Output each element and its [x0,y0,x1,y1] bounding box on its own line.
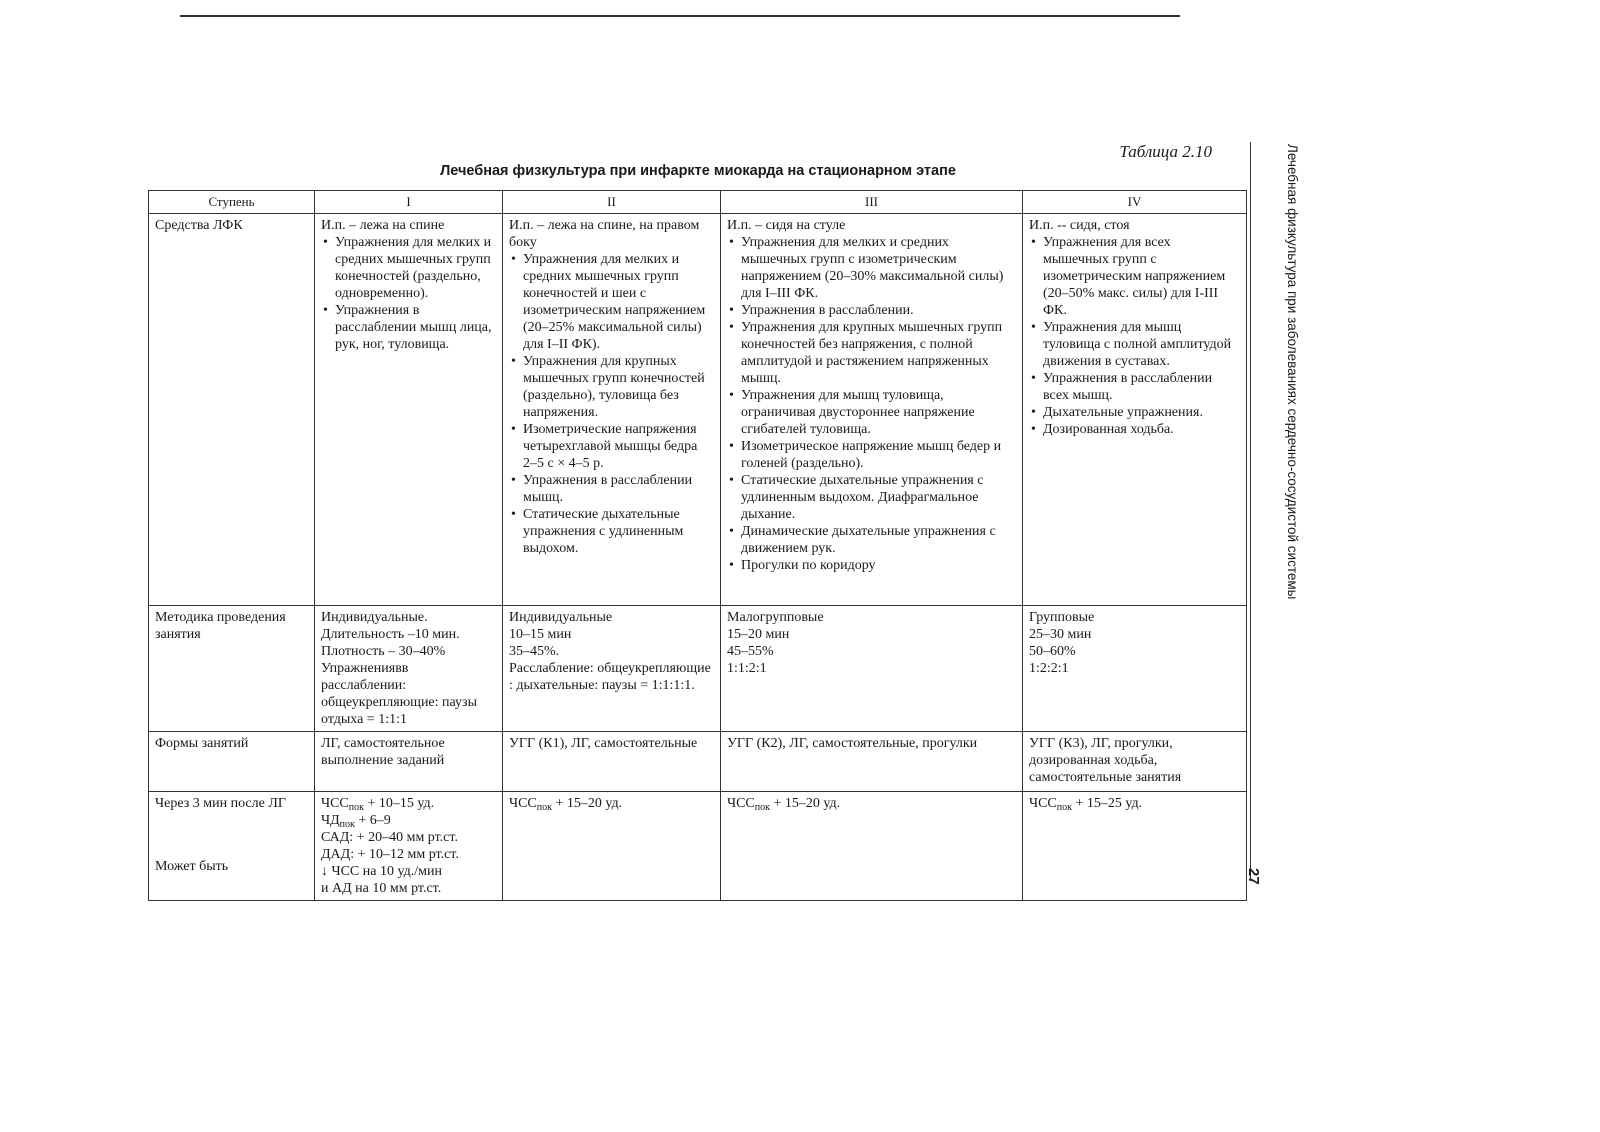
row-label-metodika: Методика проведения занятия [149,606,315,732]
table-row-formy [149,732,1247,792]
list-item: • Упражнения для всех мышечных групп с изометрическим напряжением (20–50% макс. силы) для I-III ФК. [1043,234,1240,319]
cell-line: 50–60% [1029,644,1076,659]
list-item: • Изометрическое напряжение мышц бедер и голеней (раздельно). [741,438,1016,472]
hr-sub: пок [348,802,364,813]
header-row [149,191,1247,214]
cell-intro: И.п. – лежа на спине, на правом боку [509,218,700,250]
cell-line: 45–55% [727,644,774,659]
row-label-cherez [149,792,315,901]
cell-metodika-4 [1023,606,1247,732]
table-title: Лечебная физкультура при инфаркте миокарда на стационарном этапе [440,163,956,179]
rr-value: + 6–9 [358,813,391,828]
list-item: • Упражнения в расслаблении. [741,302,1016,319]
list-item: • Упражнения для мелких и средних мышечных групп конечностей и шеи с изометрическим напряжением (20–25% максимальной силы) для I–II ФК). [523,251,714,353]
cell-sredstva-3 [721,214,1023,606]
table-row-metodika [149,606,1247,732]
cell-line: 1:1:2:1 [727,661,767,676]
cell-cherez-3 [721,792,1023,901]
drop-line-1: ↓ ЧСС на 10 уд./мин [321,864,442,879]
header-stage-2: II [503,191,721,214]
list-item: • Прогулки по коридору [741,557,1016,574]
top-rule [180,15,1180,17]
hr-line [321,795,496,812]
hr-sub: пок [754,802,770,813]
header-stage-3: III [721,191,1023,214]
cell-line: 10–15 мин [509,627,572,642]
cell-line: Расслабление: общеукрепляющие : дыхательные: паузы = 1:1:1:1. [509,661,711,693]
row-label-cherez-text: Через 3 мин после ЛГ [155,796,286,811]
cell-cherez-1 [315,792,503,901]
row-label-formy: Формы занятий [149,732,315,792]
cell-metodika-3 [721,606,1023,732]
cell-line: 35–45%. [509,644,560,659]
cell-sredstva-4 [1023,214,1247,606]
cell-line: Длительность –10 мин. [321,627,460,642]
table-caption: Таблица 2.10 [1119,142,1212,161]
header-stage-4: IV [1023,191,1247,214]
list-item: • Упражнения для мышц туловища с полной амплитудой движения в суставах. [1043,319,1240,370]
therapy-table [148,190,1247,901]
hr-label: ЧСС [321,796,349,811]
cell-line: Малогрупповые [727,610,824,625]
cell-metodika-1 [315,606,503,732]
cell-intro: И.п. – сидя на стуле [727,218,846,233]
hr-line [509,795,714,812]
list-item: • Упражнения в расслаблении мышц лица, рук, ног, туловища. [335,302,496,353]
dad-line: ДАД: + 10–12 мм рт.ст. [321,847,459,862]
cell-sredstva-1 [315,214,503,606]
cell-formy-2: УГГ (К1), ЛГ, самостоятельные [503,732,721,792]
list-item: • Дыхательные упражнения. [1043,404,1240,421]
list-item: • Упражнения для мелких и средних мышечных групп с изометрическим напряжением (20–30% максимальной силы) для I–III ФК. [741,234,1016,302]
list-item: • Статические дыхательные упражнения с удлиненным выдохом. Диафрагмальное дыхание. [741,472,1016,523]
cell-line: 15–20 мин [727,627,790,642]
hr-label: ЧСС [1029,796,1057,811]
hr-value: + 15–25 уд. [1075,796,1143,811]
cell-line: Индивидуальные [509,610,613,625]
drop-line-2: и АД на 10 мм рт.ст. [321,881,442,896]
hr-line [1029,795,1240,812]
cell-line: Групповые [1029,610,1095,625]
cell-formy-3: УГГ (К2), ЛГ, самостоятельные, прогулки [721,732,1023,792]
cell-intro: И.п. -- сидя, стоя [1029,218,1130,233]
rr-line [321,812,496,829]
hr-line [727,795,1016,812]
cell-cherez-4 [1023,792,1247,901]
list-item: • Дозированная ходьба. [1043,421,1240,438]
cell-line: Плотность – 30–40% [321,644,446,659]
cell-line: 1:2:2:1 [1029,661,1069,676]
side-rule [1250,142,1277,880]
row-label-mozhet-byt: Может быть [155,859,229,874]
cell-formy-1: ЛГ, самостоятельное выполнение заданий [315,732,503,792]
rr-label: ЧД [321,813,340,828]
hr-label: ЧСС [727,796,755,811]
list-item: • Упражнения для крупных мышечных групп конечностей (раздельно), туловища без напряжения. [523,353,714,421]
hr-value: + 15–20 уд. [555,796,623,811]
list-item: • Упражнения для мышц туловища, ограничивая двустороннее напряжение сгибателей туловища. [741,387,1016,438]
cell-cherez-2 [503,792,721,901]
hr-sub: пок [1056,802,1072,813]
list-item: • Динамические дыхательные упражнения с движением рук. [741,523,1016,557]
header-stage: Ступень [149,191,315,214]
cell-line: Индивидуальные. [321,610,428,625]
hr-value: + 15–20 уд. [773,796,841,811]
hr-value: + 10–15 уд. [367,796,435,811]
list-item: • Изометрические напряжения четырехглавой мышцы бедра 2–5 с × 4–5 р. [523,421,714,472]
cell-metodika-2 [503,606,721,732]
running-head: Лечебная физкультура при заболеваниях сердечно-сосудистой системы [1285,144,1300,600]
list-item: • Упражнения в расслаблении всех мышц. [1043,370,1240,404]
table-row-cherez [149,792,1247,901]
rr-sub: пок [339,819,355,830]
row-label-sredstva: Средства ЛФК [149,214,315,606]
cell-intro: И.п. – лежа на спине [321,218,445,233]
hr-sub: пок [536,802,552,813]
header-stage-1: I [315,191,503,214]
list-item: • Упражнения для мелких и средних мышечных групп конечностей (раздельно, одновременно). [335,234,496,302]
cell-sredstva-2 [503,214,721,606]
sad-line: САД: + 20–40 мм рт.ст. [321,830,458,845]
hr-label: ЧСС [509,796,537,811]
page-number: 27 [1245,868,1262,885]
table-row-sredstva [149,214,1247,606]
list-item: • Упражнения в расслаблении мышц. [523,472,714,506]
cell-line: Упражнениявв расслаблении: общеукрепляющие: паузы отдыха = 1:1:1 [321,661,477,727]
list-item: • Упражнения для крупных мышечных групп конечностей без напряжения, с полной амплитудой и растяжением напряженных мышц. [741,319,1016,387]
cell-line: 25–30 мин [1029,627,1092,642]
list-item: • Статические дыхательные упражнения с удлиненным выдохом. [523,506,714,557]
cell-formy-4: УГГ (К3), ЛГ, прогулки, дозированная ходьба, самостоятельные занятия [1023,732,1247,792]
